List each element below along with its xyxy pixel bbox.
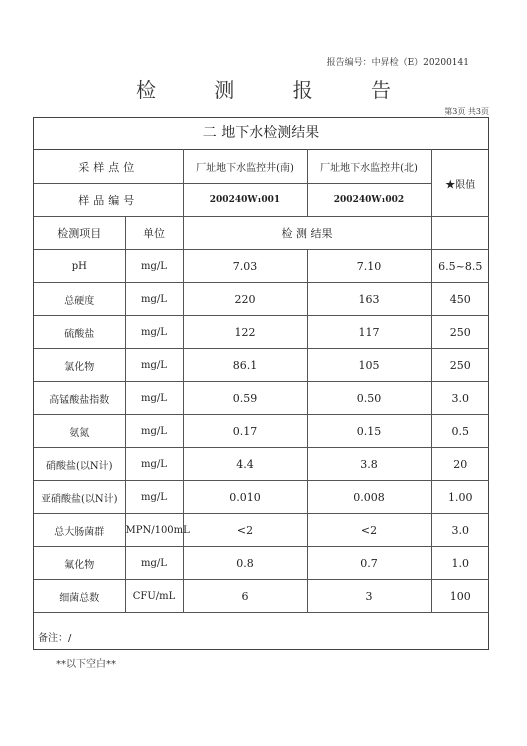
- table-cell-item: 氟化物: [34, 547, 125, 580]
- table-cell-unit: mg/L: [125, 382, 183, 415]
- sampling-point-1: 厂址地下水监控井(南): [183, 150, 307, 184]
- table-cell-limit: 3.0: [431, 382, 489, 415]
- table-row: [34, 349, 489, 382]
- table-cell-limit: 250: [431, 349, 489, 382]
- table-cell-item: pH: [34, 250, 125, 283]
- table-cell-unit: mg/L: [125, 283, 183, 316]
- table-cell-result-1: 220: [183, 283, 307, 316]
- table-cell-limit: 3.0: [431, 514, 489, 547]
- table-cell-item: 总硬度: [34, 283, 125, 316]
- table-cell-result-1: 4.4: [183, 448, 307, 481]
- table-row: [34, 283, 489, 316]
- table-cell-unit: MPN/100mL: [125, 514, 183, 547]
- table-cell-limit: 20: [431, 448, 489, 481]
- table-cell-result-2: 117: [307, 316, 431, 349]
- table-row: [34, 316, 489, 349]
- table-cell-unit: mg/L: [125, 349, 183, 382]
- table-cell-item: 高锰酸盐指数: [34, 382, 125, 415]
- column-header-row: [34, 217, 489, 250]
- table-cell-item: 总大肠菌群: [34, 514, 125, 547]
- table-cell-unit: mg/L: [125, 448, 183, 481]
- table-cell-unit: CFU/mL: [125, 580, 183, 613]
- limit-header-blank: [431, 217, 489, 250]
- sampling-point-row: [34, 150, 489, 184]
- section-title: 二 地下水检测结果: [202, 125, 320, 141]
- table-cell-result-1: 122: [183, 316, 307, 349]
- sample-id-row: [34, 184, 489, 217]
- table-cell-result-1: 0.010: [183, 481, 307, 514]
- table-row: [34, 250, 489, 283]
- table-cell-unit: mg/L: [125, 415, 183, 448]
- table-cell-result-1: 6: [183, 580, 307, 613]
- table-cell-limit: 100: [431, 580, 489, 613]
- table-cell-result-1: 0.8: [183, 547, 307, 580]
- table-cell-result-2: 0.50: [307, 382, 431, 415]
- table-cell-unit: mg/L: [125, 481, 183, 514]
- end-of-report-note: **以下空白**: [56, 659, 116, 670]
- table-cell-result-1: 7.03: [183, 250, 307, 283]
- table-cell-result-2: 3: [307, 580, 431, 613]
- table-cell-limit: 0.5: [431, 415, 489, 448]
- table-cell-limit: 250: [431, 316, 489, 349]
- table-cell-item: 硝酸盐(以N计): [34, 448, 125, 481]
- results-frame: [33, 117, 489, 650]
- table-cell-result-1: 0.59: [183, 382, 307, 415]
- table-cell-item: 硫酸盐: [34, 316, 125, 349]
- item-header: 检测项目: [34, 217, 125, 250]
- table-row: [34, 415, 489, 448]
- table-row: [34, 382, 489, 415]
- table-cell-limit: 1.00: [431, 481, 489, 514]
- table-row: [34, 481, 489, 514]
- sample-id-2: 200240W₁002: [307, 184, 431, 217]
- table-cell-unit: mg/L: [125, 250, 183, 283]
- sample-id-label: 样品编号: [34, 184, 183, 217]
- table-cell-result-2: 163: [307, 283, 431, 316]
- table-cell-result-1: <2: [183, 514, 307, 547]
- table-row: [34, 514, 489, 547]
- table-cell-result-2: 0.15: [307, 415, 431, 448]
- table-cell-result-1: 0.17: [183, 415, 307, 448]
- table-cell-item: 氨氮: [34, 415, 125, 448]
- table-cell-result-2: 0.7: [307, 547, 431, 580]
- table-cell-result-2: 105: [307, 349, 431, 382]
- page-title: 检 测 报 告: [135, 78, 418, 102]
- table-cell-result-2: <2: [307, 514, 431, 547]
- table-cell-result-2: 3.8: [307, 448, 431, 481]
- table-cell-limit: 6.5~8.5: [431, 250, 489, 283]
- table-cell-item: 亚硝酸盐(以N计): [34, 481, 125, 514]
- table-cell-result-1: 86.1: [183, 349, 307, 382]
- table-cell-item: 氯化物: [34, 349, 125, 382]
- table-cell-limit: 450: [431, 283, 489, 316]
- table-cell-result-2: 0.008: [307, 481, 431, 514]
- sampling-point-2: 厂址地下水监控井(北): [307, 150, 431, 184]
- results-table: [34, 149, 489, 613]
- table-row: [34, 580, 489, 613]
- remarks: 备注：/: [38, 633, 72, 644]
- table-cell-item: 细菌总数: [34, 580, 125, 613]
- table-cell-unit: mg/L: [125, 547, 183, 580]
- sampling-point-label: 采样点位: [34, 150, 183, 184]
- unit-header: 单位: [125, 217, 183, 250]
- table-row: [34, 448, 489, 481]
- limit-header: ★限值: [431, 150, 489, 217]
- table-cell-unit: mg/L: [125, 316, 183, 349]
- report-number: 报告编号：中昇检（E）20200141: [326, 58, 469, 68]
- result-header: 检 测 结果: [183, 217, 431, 250]
- table-cell-limit: 1.0: [431, 547, 489, 580]
- sample-id-1: 200240W₁001: [183, 184, 307, 217]
- table-row: [34, 547, 489, 580]
- page-number: 第3页 共3页: [444, 107, 489, 116]
- table-cell-result-2: 7.10: [307, 250, 431, 283]
